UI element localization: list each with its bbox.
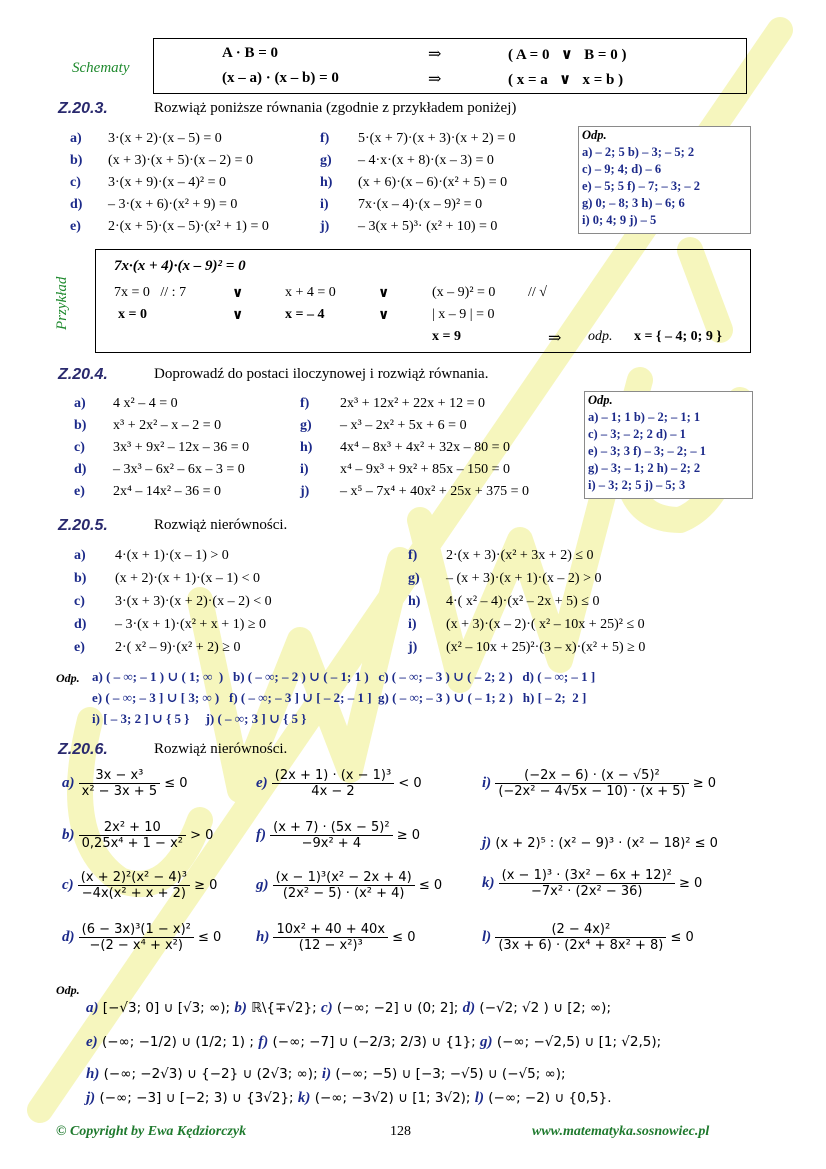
answer-label: f) [258, 1034, 269, 1050]
equation: (x + 2)·(x + 1)·(x – 1) < 0 [115, 571, 260, 586]
relation: > 0 [190, 828, 214, 843]
z204-answer-line: a) – 1; 1 b) – 2; – 1; 1 [588, 410, 701, 424]
item-label: c) [74, 440, 85, 455]
z206-item-g [256, 870, 442, 901]
fraction [272, 768, 394, 799]
z206-answers-title: Odp. [56, 983, 80, 997]
z205-answers-title: Odp. [56, 671, 80, 685]
item-label: h) [320, 175, 333, 190]
equation: 2·( x² – 9)·(x² + 2) ≥ 0 [115, 640, 241, 655]
answer-text: (−∞; −2√3) ∪ {−2} ∪ (2√3; ∞); [103, 1066, 318, 1082]
item-label: i) [300, 462, 309, 477]
fraction [273, 922, 388, 953]
fraction [78, 870, 190, 901]
z206-item-j [482, 835, 718, 852]
relation: ≤ 0 [198, 930, 222, 945]
relation: ≥ 0 [692, 776, 716, 791]
denominator: (3x + 6) · (2x⁴ + 8x² + 8) [498, 938, 664, 953]
z206-label: e) [256, 775, 268, 791]
answer-label: e) [86, 1034, 98, 1050]
z203-answers-box [578, 126, 751, 234]
fraction [273, 870, 415, 901]
relation: ≤ 0 [670, 930, 694, 945]
item-label: j) [320, 219, 330, 234]
z206-label: g) [256, 877, 269, 893]
numerator: 10x² + 40 + 40x [273, 922, 388, 938]
denominator: −9x² + 4 [301, 836, 362, 851]
answer-label: c) [320, 1000, 333, 1016]
przyklad-r1-a: 7x = 0 // : 7 [114, 285, 187, 300]
answer-label: j) [86, 1090, 96, 1106]
answer-text: (−∞; −1/2) ∪ (1/2; 1) ; [101, 1034, 254, 1050]
equation: 3·(x + 3)·(x + 2)·(x – 2) < 0 [115, 594, 272, 609]
przyklad-r1-b: x + 4 = 0 [285, 285, 336, 300]
equation: 3·(x + 9)·(x – 4)² = 0 [108, 175, 226, 190]
z203-answer-line: i) 0; 4; 9 j) – 5 [582, 213, 657, 227]
schemat-row2-arrow: ⇒ [428, 71, 442, 88]
przyklad-r2-c: | x – 9 | = 0 [432, 307, 495, 322]
z205-heading: Z.20.5. [58, 517, 108, 534]
answer-text: (−∞; −√2,5) ∪ [1; √2,5); [496, 1034, 662, 1050]
z206-label: j) [482, 835, 492, 851]
z206-label: i) [482, 775, 492, 791]
answer-label: b) [234, 1000, 247, 1016]
z204-answer-line: g) – 3; – 1; 2 h) – 2; 2 [588, 461, 701, 475]
z206-label: a) [62, 775, 75, 791]
z205-answer-line: a) ( – ∞; – 1 ) ∪ ( 1; ∞ ) b) ( – ∞; – 2 ) ∪ ( – 1; 1 ) c) ( – ∞; – 3 ) ∪ ( – 2; 2 ) d) ( – ∞; – 1 ] [92, 669, 596, 684]
item-label: a) [74, 548, 86, 563]
przyklad-label: Przykład [54, 276, 70, 330]
fraction [495, 768, 688, 799]
z206-label: f) [256, 827, 266, 843]
equation: – x⁵ – 7x⁴ + 40x² + 25x + 375 = 0 [340, 484, 530, 499]
z206-heading: Z.20.6. [58, 741, 108, 758]
z206-item-e [256, 768, 422, 799]
equation: – 3·(x + 6)·(x² + 9) = 0 [108, 197, 238, 212]
relation: ≤ 0 [164, 776, 188, 791]
z206-item-i [482, 768, 716, 799]
z205-answer-line: e) ( – ∞; – 3 ] ∪ [ 3; ∞ ) f) ( – ∞; – 3 ] ∪ [ – 2; – 1 ] g) ( – ∞; – 3 ) ∪ ( – 1; 2 ) h) [ – 2; 2 ] [92, 690, 587, 705]
przyklad-r2-b: x = – 4 [285, 307, 325, 322]
z206-item-h [256, 922, 415, 953]
answer-text: (−∞; −7] ∪ (−2/3; 2/3) ∪ {1}; [272, 1034, 476, 1050]
answer-text: (−∞; −3] ∪ [−2; 3) ∪ {3√2}; [99, 1090, 294, 1106]
equation: x⁴ – 9x³ + 9x² + 85x – 150 = 0 [340, 462, 510, 477]
equation: 4 x² – 4 = 0 [113, 396, 178, 411]
denominator: −(2 − x⁴ + x²) [89, 938, 183, 953]
equation: 4·(x + 1)·(x – 1) > 0 [115, 548, 229, 563]
equation: 7x·(x – 4)·(x – 9)² = 0 [358, 197, 483, 212]
fraction [79, 820, 186, 851]
item-label: j) [408, 640, 418, 655]
schemat-row1-arrow: ⇒ [428, 46, 442, 63]
item-label: i) [408, 617, 417, 632]
z204-instruction: Doprowadź do postaci iloczynowej i rozwiąż równania. [154, 366, 489, 382]
answer-label: k) [297, 1090, 311, 1106]
equation: – (x + 3)·(x + 1)·(x – 2) > 0 [446, 571, 602, 586]
z206-item-a [62, 768, 188, 799]
equation: – 3(x + 5)³· (x² + 10) = 0 [358, 219, 498, 234]
relation: ≥ 0 [679, 876, 703, 891]
item-label: d) [74, 462, 87, 477]
item-label: h) [408, 594, 421, 609]
fraction [495, 922, 666, 953]
numerator: (2 − 4x)² [495, 922, 666, 938]
przyklad-r2-or2: ∨ [378, 308, 390, 323]
answer-label: l) [474, 1090, 484, 1106]
denominator: 0,25x⁴ + 1 − x² [81, 836, 183, 851]
equation: 3x³ + 9x² – 12x – 36 = 0 [113, 440, 250, 455]
equation: x³ + 2x² – x – 2 = 0 [113, 418, 222, 433]
schemat-row1-left: A · B = 0 [222, 45, 279, 61]
equation: 3·(x + 2)·(x – 5) = 0 [108, 131, 222, 146]
z203-heading: Z.20.3. [58, 100, 108, 117]
answer-text: (−∞; −3√2) ∪ [1; 3√2); [314, 1090, 471, 1106]
z205-answer-line: i) [ – 3; 2 ] ∪ { 5 } j) ( – ∞; 3 ] ∪ { 5 } [92, 711, 307, 726]
numerator: (x + 2)²(x² − 4)³ [78, 870, 190, 886]
equation: – 3·(x + 1)·(x² + x + 1) ≥ 0 [115, 617, 267, 632]
answer-label: g) [480, 1034, 493, 1050]
z203-instruction: Rozwiąż poniższe równania (zgodnie z przykładem poniżej) [154, 100, 517, 116]
equation: – 3x³ – 6x² – 6x – 3 = 0 [113, 462, 245, 477]
z203-answer-line: g) 0; – 8; 3 h) – 6; 6 [582, 196, 685, 210]
item-label: g) [320, 153, 332, 168]
z206-label: k) [482, 875, 495, 891]
item-label: e) [74, 484, 85, 499]
przyklad-r1-or2: ∨ [378, 286, 390, 301]
equation: – x³ – 2x² + 5x + 6 = 0 [340, 418, 467, 433]
numerator: (x − 1)³(x² − 2x + 4) [273, 870, 415, 886]
item-label: f) [320, 131, 330, 146]
equation: 2x⁴ – 14x² – 36 = 0 [113, 484, 221, 499]
relation: ≤ 0 [392, 930, 416, 945]
przyklad-r1-or1: ∨ [232, 286, 244, 301]
footer-copyright: © Copyright by Ewa Kędziorczyk [56, 1124, 247, 1139]
przyklad-title: 7x·(x + 4)·(x – 9)² = 0 [114, 258, 246, 274]
przyklad-r2-or1: ∨ [232, 308, 244, 323]
item-label: g) [408, 571, 420, 586]
equation: (x + 3)·(x – 2)·( x² – 10x + 25)² ≤ 0 [446, 617, 645, 632]
przyklad-r3-result: x = { – 4; 0; 9 } [634, 329, 722, 344]
item-label: j) [300, 484, 310, 499]
equation: 4·( x² – 4)·(x² – 2x + 5) ≤ 0 [446, 594, 600, 609]
z206-label: h) [256, 929, 270, 945]
numerator: (−2x − 6) · (x − √5)² [495, 768, 688, 784]
z206-label: c) [62, 877, 74, 893]
item-label: b) [70, 153, 83, 168]
schemat-label: Schematy [72, 60, 130, 76]
item-label: d) [74, 617, 87, 632]
numerator: 2x² + 10 [79, 820, 186, 836]
denominator: 4x − 2 [311, 784, 355, 799]
answer-text: (−∞; −2] ∪ (0; 2]; [336, 1000, 459, 1016]
footer-url: www.matematyka.sosnowiec.pl [532, 1124, 710, 1139]
z206-label: d) [62, 929, 75, 945]
z206-answer-row-3 [86, 1066, 566, 1083]
item-label: e) [74, 640, 85, 655]
expression: (x + 2)⁵ : (x² − 9)³ · (x² − 18)² ≤ 0 [495, 836, 718, 851]
relation: ≥ 0 [194, 878, 218, 893]
z206-item-k [482, 868, 702, 899]
z204-heading: Z.20.4. [58, 366, 108, 383]
equation: 4x⁴ – 8x³ + 4x² + 32x – 80 = 0 [340, 440, 510, 455]
item-label: f) [300, 396, 310, 411]
item-label: c) [70, 175, 81, 190]
z206-answer-row-4 [86, 1090, 611, 1107]
item-label: a) [74, 396, 86, 411]
schemat-row2-left: (x – a) · (x – b) = 0 [222, 70, 339, 86]
item-label: i) [320, 197, 329, 212]
denominator: x² − 3x + 5 [81, 784, 158, 799]
denominator: (2x² − 5) · (x² + 4) [282, 886, 405, 901]
z206-label: l) [482, 929, 492, 945]
z206-item-l [482, 922, 694, 953]
schemat-row2-right: ( x = a ∨ x = b ) [508, 72, 624, 88]
equation: (x² – 10x + 25)²·(3 – x)·(x² + 5) ≥ 0 [446, 640, 646, 655]
equation: – 4·x·(x + 8)·(x – 3) = 0 [358, 153, 494, 168]
z206-item-d [62, 922, 221, 953]
item-label: e) [70, 219, 81, 234]
z204-answer-line: e) – 3; 3 f) – 3; – 2; – 1 [588, 444, 707, 458]
z204-answer-line: i) – 3; 2; 5 j) – 5; 3 [588, 478, 686, 492]
fraction [79, 922, 194, 953]
denominator: −4x(x² + x + 2) [81, 886, 186, 901]
answer-text: (−√2; √2 ) ∪ [2; ∞); [479, 1000, 612, 1016]
answer-text: (−∞; −2) ∪ {0,5}. [488, 1090, 612, 1106]
relation: ≥ 0 [396, 828, 420, 843]
item-label: a) [70, 131, 82, 146]
equation: 2·(x + 5)·(x – 5)·(x² + 1) = 0 [108, 219, 269, 234]
item-label: b) [74, 418, 87, 433]
numerator: (x − 1)³ · (3x² − 6x + 12)² [499, 868, 675, 884]
item-label: c) [74, 594, 85, 609]
z204-answers-box [584, 391, 753, 499]
equation: 5·(x + 7)·(x + 3)·(x + 2) = 0 [358, 131, 516, 146]
z203-answer-line: e) – 5; 5 f) – 7; – 3; – 2 [582, 179, 701, 193]
numerator: 3x − x³ [79, 768, 160, 784]
item-label: h) [300, 440, 313, 455]
answer-text: (−∞; −5) ∪ [−3; −√5) ∪ (−√5; ∞); [335, 1066, 566, 1082]
z203-answer-line: a) – 2; 5 b) – 3; – 5; 2 [582, 145, 695, 159]
denominator: (12 − x²)³ [298, 938, 363, 953]
z206-answer-row-1 [86, 1000, 611, 1017]
answer-text: [−√3; 0] ∪ [√3; ∞); [102, 1000, 231, 1016]
przyklad-r1-c: (x – 9)² = 0 [432, 285, 496, 300]
przyklad-r3-odp: odp. [588, 329, 613, 344]
answer-label: a) [86, 1000, 99, 1016]
answer-label: i) [321, 1066, 332, 1082]
answer-text: ℝ\{∓√2}; [251, 1000, 317, 1016]
z203-answer-line: c) – 9; 4; d) – 6 [582, 162, 662, 176]
equation: 2x³ + 12x² + 22x + 12 = 0 [340, 396, 485, 411]
item-label: b) [74, 571, 87, 586]
fraction [79, 768, 160, 799]
answer-label: d) [462, 1000, 476, 1016]
numerator: (6 − 3x)³(1 − x)² [79, 922, 194, 938]
przyklad-r2-a: x = 0 [118, 307, 147, 322]
relation: < 0 [398, 776, 422, 791]
z206-instruction: Rozwiąż nierówności. [154, 741, 288, 757]
z206-item-c [62, 870, 217, 901]
z206-answer-row-2 [86, 1034, 661, 1051]
przyklad-r3-a: x = 9 [432, 329, 461, 344]
equation: (x + 6)·(x – 6)·(x² + 5) = 0 [358, 175, 508, 190]
answer-label: h) [86, 1066, 100, 1082]
schemat-row1-right: ( A = 0 ∨ B = 0 ) [508, 47, 627, 63]
footer-page-number: 128 [390, 1124, 411, 1139]
przyklad-r1-d: // √ [528, 285, 547, 300]
z206-label: b) [62, 827, 75, 843]
z206-item-b [62, 820, 213, 851]
numerator: (2x + 1) · (x − 1)³ [272, 768, 394, 784]
numerator: (x + 7) · (5x − 5)² [270, 820, 392, 836]
item-label: d) [70, 197, 83, 212]
denominator: −7x² · (2x² − 36) [531, 884, 643, 899]
z203-answers-title: Odp. [582, 128, 607, 142]
item-label: f) [408, 548, 418, 563]
z204-answer-line: c) – 3; – 2; 2 d) – 1 [588, 427, 686, 441]
fraction [499, 868, 675, 899]
z206-item-f [256, 820, 420, 851]
equation: (x + 3)·(x + 5)·(x – 2) = 0 [108, 153, 253, 168]
relation: ≤ 0 [418, 878, 443, 893]
z205-instruction: Rozwiąż nierówności. [154, 517, 288, 533]
item-label: g) [300, 418, 312, 433]
z204-answers-title: Odp. [588, 393, 613, 407]
denominator: (−2x² − 4√5x − 10) · (x + 5) [498, 784, 686, 799]
przyklad-r3-arrow: ⇒ [548, 330, 562, 347]
fraction [270, 820, 392, 851]
equation: 2·(x + 3)·(x² + 3x + 2) ≤ 0 [446, 548, 594, 563]
